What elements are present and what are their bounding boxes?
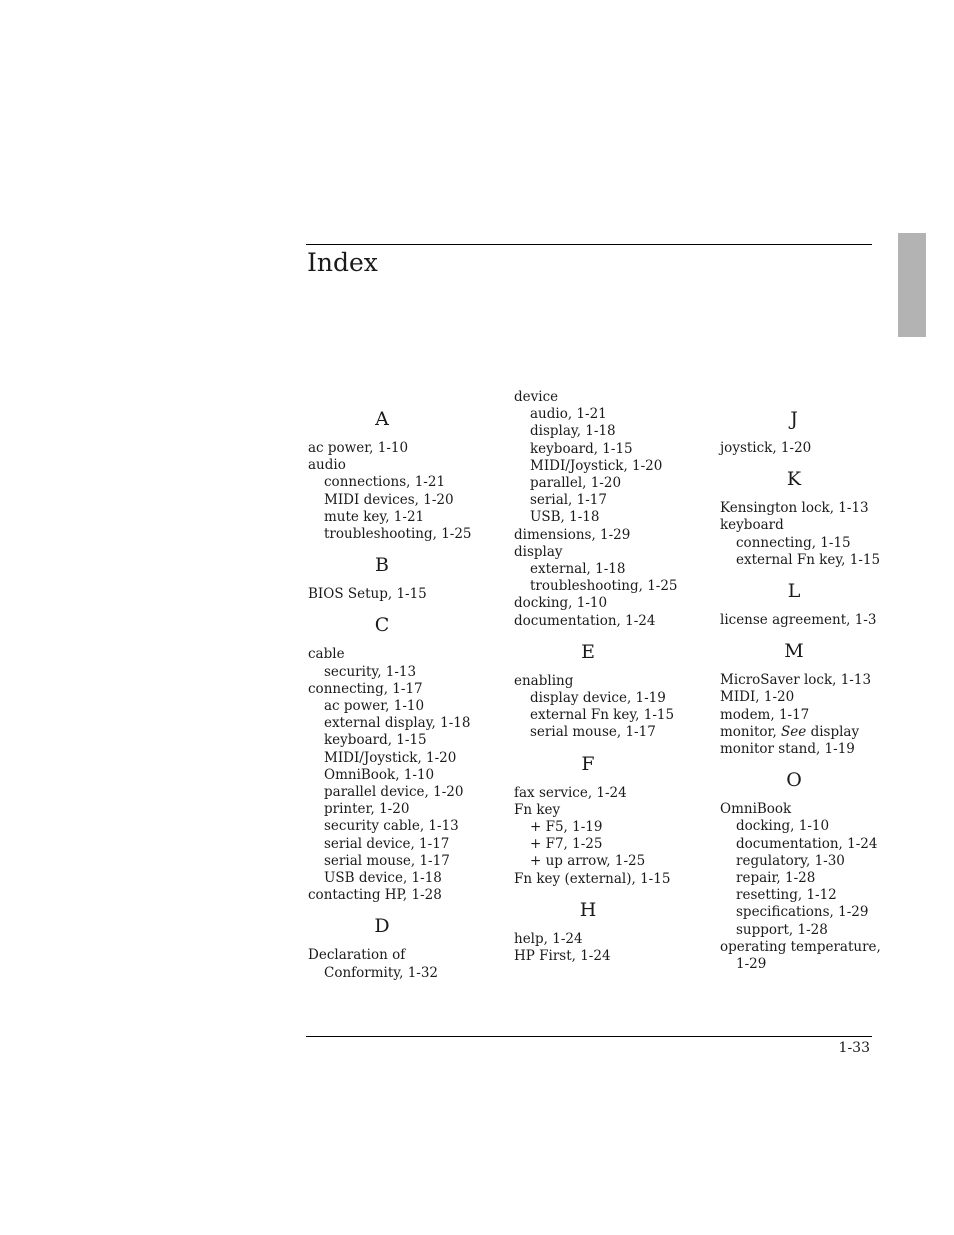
index-subentry: parallel, 1-20 — [530, 475, 622, 492]
index-subentry: serial device, 1-17 — [324, 835, 450, 852]
index-entry: monitor stand, 1-19 — [720, 741, 855, 758]
index-entry: device — [514, 389, 559, 405]
index-subentry: documentation, 1-24 — [736, 835, 878, 852]
index-entry: HP First, 1-24 — [514, 948, 611, 965]
index-subentry: serial, 1-17 — [530, 492, 607, 509]
index-entry-continuation: 1-29 — [736, 956, 767, 973]
index-entry: display — [514, 543, 563, 560]
index-subentry: resetting, 1-12 — [736, 887, 837, 904]
index-section — [720, 469, 920, 569]
index-subentry: display, 1-18 — [530, 423, 616, 440]
entry-target: display — [806, 723, 860, 740]
index-section — [308, 409, 508, 543]
section-letter: D — [374, 915, 390, 938]
index-entry: OmniBook — [720, 801, 792, 818]
index-entry: audio — [308, 457, 346, 474]
section-letter: H — [579, 898, 597, 921]
index-subentry: regulatory, 1-30 — [736, 852, 845, 869]
index-subentry: external Fn key, 1-15 — [736, 551, 881, 568]
index-entry: BIOS Setup, 1-15 — [308, 586, 427, 603]
index-subentry: keyboard, 1-15 — [530, 440, 633, 457]
index-entry: docking, 1-10 — [514, 595, 608, 612]
index-subentry: troubleshooting, 1-25 — [324, 526, 472, 543]
index-section — [514, 642, 714, 742]
index-section — [308, 555, 508, 603]
index-subentry: parallel device, 1-20 — [324, 784, 464, 801]
side-tab — [898, 233, 926, 337]
index-entry: dimensions, 1-29 — [514, 526, 631, 543]
index-entry: Fn key (external), 1-15 — [514, 870, 671, 887]
index-subentry: MIDI/Joystick, 1-20 — [530, 457, 663, 474]
index-subentry: troubleshooting, 1-25 — [530, 578, 678, 595]
index-entry: Kensington lock, 1-13 — [720, 500, 869, 517]
index-entry: keyboard — [720, 517, 784, 534]
index-subentry: + up arrow, 1-25 — [530, 853, 646, 870]
index-entry: ac power, 1-10 — [308, 440, 409, 456]
index-section — [720, 641, 920, 758]
index-entry: joystick, 1-20 — [720, 440, 812, 456]
index-entry: Declaration of — [308, 947, 406, 964]
index-column-2 — [514, 389, 714, 977]
section-letter: K — [786, 468, 802, 491]
index-section — [308, 615, 508, 904]
bottom-rule — [306, 1036, 872, 1037]
index-subentry: connecting, 1-15 — [736, 534, 851, 551]
index-subentry: external Fn key, 1-15 — [530, 707, 675, 724]
index-subentry: specifications, 1-29 — [736, 904, 869, 921]
page-title: Index — [307, 248, 378, 277]
index-entry: fax service, 1-24 — [514, 784, 627, 801]
index-section — [308, 916, 508, 981]
index-entry: operating temperature, — [720, 938, 881, 955]
index-subentry: display device, 1-19 — [530, 690, 666, 707]
index-section — [720, 409, 920, 457]
section-letter: A — [375, 408, 389, 430]
section-letter: J — [790, 408, 798, 430]
index-column-3 — [720, 409, 920, 985]
index-subentry: repair, 1-28 — [736, 870, 816, 887]
section-letter: F — [581, 752, 595, 775]
index-subentry: + F7, 1-25 — [530, 836, 603, 853]
index-section — [720, 770, 920, 973]
index-section — [720, 581, 920, 629]
index-subentry: external display, 1-18 — [324, 715, 471, 732]
index-subentry: security cable, 1-13 — [324, 818, 459, 835]
index-entry: license agreement, 1-3 — [720, 612, 877, 629]
index-subentry: + F5, 1-19 — [530, 819, 603, 836]
index-entry: MIDI, 1-20 — [720, 689, 795, 706]
section-letter: O — [786, 769, 802, 792]
index-subentry: security, 1-13 — [324, 663, 417, 680]
section-letter: B — [375, 554, 389, 577]
section-letter: E — [581, 640, 595, 663]
index-subentry: docking, 1-10 — [736, 818, 830, 835]
index-entry: contacting HP, 1-28 — [308, 887, 442, 904]
section-letter: M — [784, 640, 804, 663]
index-entry: cable — [308, 646, 345, 663]
index-subentry: audio, 1-21 — [530, 406, 607, 423]
index-entry — [720, 724, 920, 741]
index-subentry: keyboard, 1-15 — [324, 732, 427, 749]
index-subentry: serial mouse, 1-17 — [324, 852, 450, 869]
index-subentry: printer, 1-20 — [324, 801, 410, 818]
index-subentry: external, 1-18 — [530, 561, 626, 578]
entry-see: See — [781, 723, 807, 740]
index-column-1 — [308, 409, 508, 994]
index-entry: connecting, 1-17 — [308, 680, 423, 697]
index-entry: Fn key — [514, 801, 561, 818]
section-letter: C — [374, 614, 390, 637]
index-entry: modem, 1-17 — [720, 706, 810, 723]
index-entry: enabling — [514, 672, 574, 689]
index-section — [514, 754, 714, 888]
entry-text: monitor, — [720, 723, 782, 740]
index-subentry: support, 1-28 — [736, 921, 828, 938]
index-subentry: serial mouse, 1-17 — [530, 724, 656, 741]
page-number: 1-33 — [838, 1040, 870, 1056]
index-subentry: OmniBook, 1-10 — [324, 766, 435, 783]
index-subentry: MIDI/Joystick, 1-20 — [324, 749, 457, 766]
index-subentry: MIDI devices, 1-20 — [324, 491, 454, 508]
index-subentry: ac power, 1-10 — [324, 698, 425, 715]
index-section — [514, 389, 714, 630]
index-subentry: connections, 1-21 — [324, 474, 446, 491]
index-subentry: mute key, 1-21 — [324, 508, 425, 525]
index-entry: help, 1-24 — [514, 930, 583, 947]
section-letter: L — [787, 580, 801, 603]
index-section — [514, 900, 714, 965]
index-subentry: USB device, 1-18 — [324, 870, 442, 887]
index-entry-continuation: Conformity, 1-32 — [324, 964, 439, 981]
top-rule — [306, 244, 872, 245]
index-entry: documentation, 1-24 — [514, 612, 656, 629]
index-entry: MicroSaver lock, 1-13 — [720, 672, 872, 689]
index-subentry: USB, 1-18 — [530, 509, 600, 526]
